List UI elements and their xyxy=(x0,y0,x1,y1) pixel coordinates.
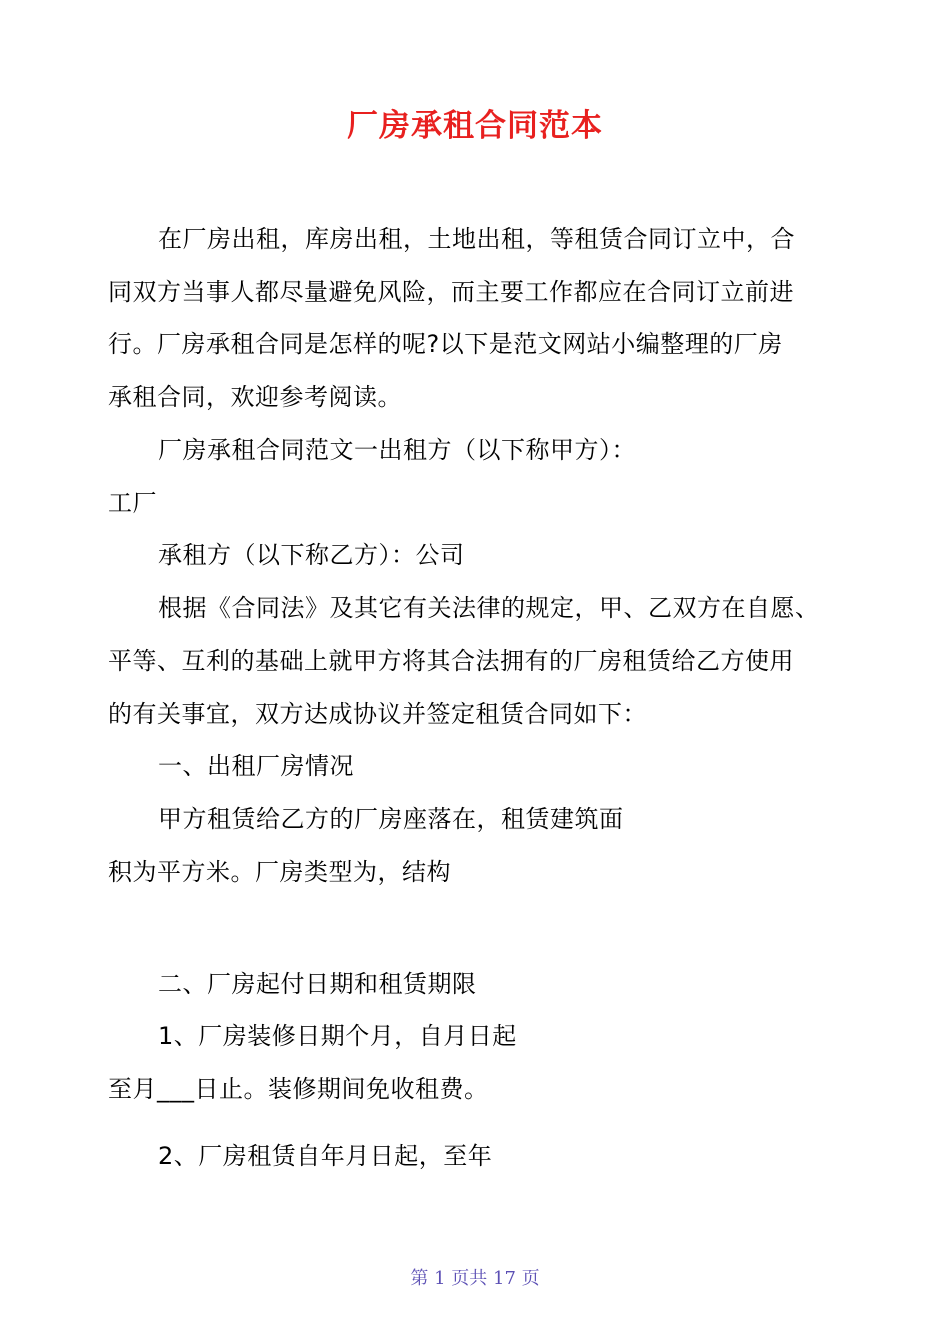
paragraph-line: 承租方（以下称乙方）：公司 xyxy=(158,541,465,569)
paragraph-line: 行。厂房承租合同是怎样的呢?以下是范文网站小编整理的厂房 xyxy=(108,330,783,358)
paragraph-line: 积为平方米。厂房类型为，结构 xyxy=(108,858,451,886)
paragraph-line: 至月___日止。装修期间免收租费。 xyxy=(108,1075,489,1103)
section-heading: 二、厂房起付日期和租赁期限 xyxy=(158,970,477,998)
paragraph-line: 平等、互利的基础上就甲方将其合法拥有的厂房租赁给乙方使用 xyxy=(108,647,794,675)
paragraph-line: 工厂 xyxy=(108,489,157,517)
paragraph-line: 1、厂房装修日期个月，自月日起 xyxy=(158,1022,517,1050)
paragraph-line: 同双方当事人都尽量避免风险，而主要工作都应在合同订立前进 xyxy=(108,278,794,306)
paragraph-line: 厂房承租合同范文一出租方（以下称甲方）： xyxy=(158,436,636,464)
document-title: 厂房承租合同范本 xyxy=(347,108,603,144)
paragraph-line: 承租合同，欢迎参考阅读。 xyxy=(108,383,402,411)
paragraph-line: 根据《合同法》及其它有关法律的规定，甲、乙双方在自愿、 xyxy=(158,594,820,622)
paragraph-line: 2、厂房租赁自年月日起，至年 xyxy=(158,1142,493,1170)
paragraph-line: 的有关事宜，双方达成协议并签定租赁合同如下： xyxy=(108,700,647,728)
page-indicator: 第 1 页共 17 页 xyxy=(410,1268,540,1289)
paragraph-line: 在厂房出租，库房出租，土地出租，等租赁合同订立中，合 xyxy=(158,225,795,253)
section-heading: 一、出租厂房情况 xyxy=(158,752,354,780)
paragraph-line: 甲方租赁给乙方的厂房座落在，租赁建筑面 xyxy=(158,805,624,833)
